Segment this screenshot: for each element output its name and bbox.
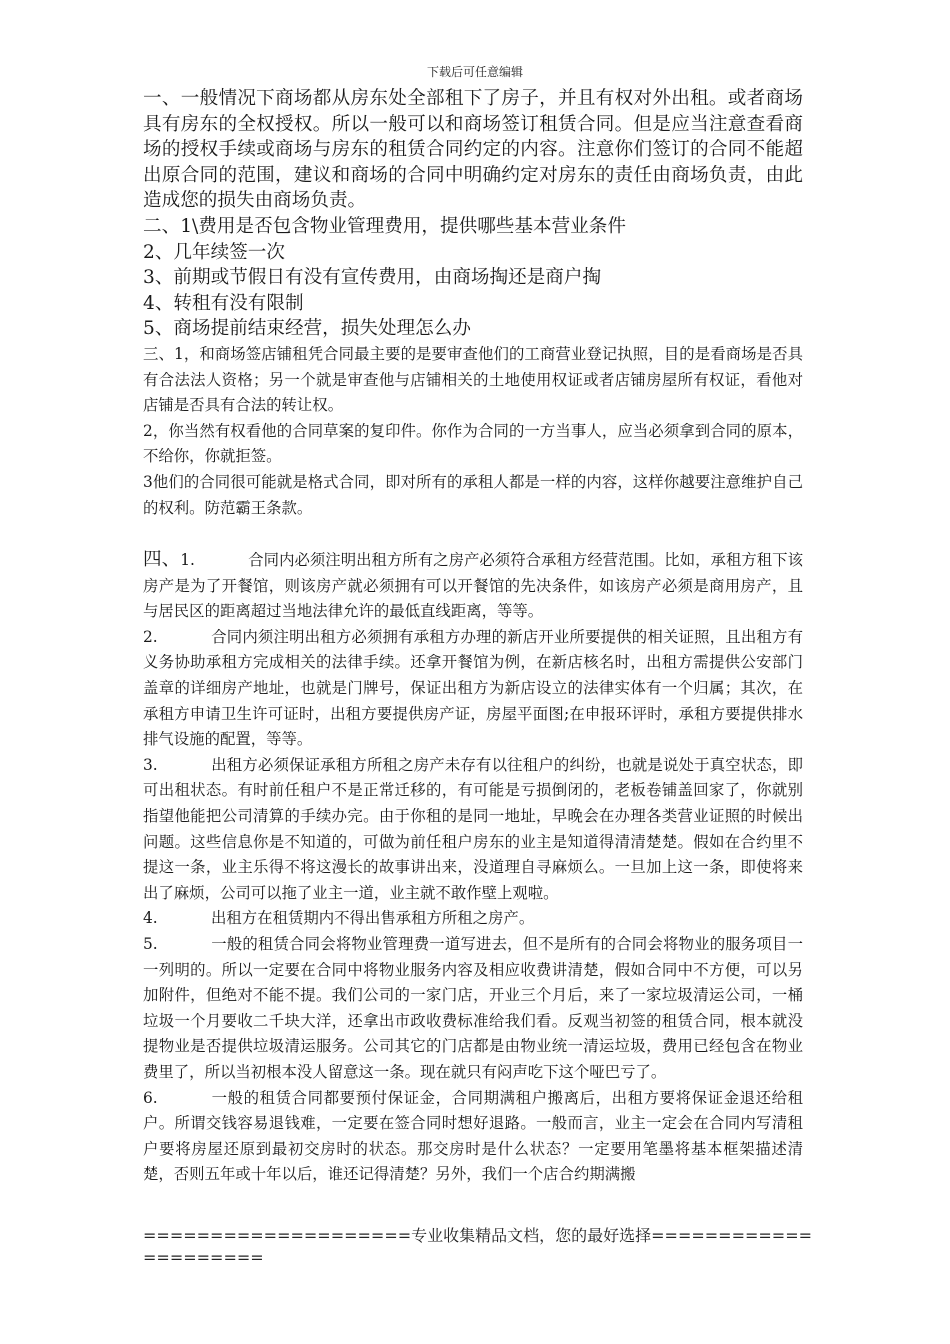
item-number: 5. [143,935,158,953]
item-text: 出租方在租赁期内不得出售承租方所租之房产。 [211,909,535,928]
section-2-item-2: 2、几年续签一次 [143,241,285,263]
section-3-item-1: 三、1，和商场签店铺租凭合同最主要的是要审查他们的工商营业登记执照，目的是看商场是否具有合法法人资格；另一个就是审查他与店铺相关的土地使用权证或者店铺房屋所有权证，看他对店铺是否具有合法的转让权。 [143,344,803,415]
section-1-paragraph: 一、一般情况下商场都从房东处全部租下了房子，并且有权对外出租。或者商场具有房东的全权授权。所以一般可以和商场签订租赁合同。但是应当注意查看商场的授权手续或商场与房东的租赁合同约定的内容。注意你们签订的合同不能超出原合同的范围，建议和商场的合同中明确约定对房东的责任由商场负责，由此造成您的损失由商场负责。 [143,88,803,212]
item-text: 一般的租赁合同都要预付保证金，合同期满租户搬离后，出租方要将保证金退还给租户。所谓交钱容易退钱难，一定要在签合同时想好退路。一般而言，业主一定会在合同内写清租户要将房屋还原到最初交房时的状态。那交房时是什么状态？一定要用笔墨将基本框架描述清楚，否则五年或十年以后，谁还记得清楚？另外，我们一个店合约期满搬 [143,1088,803,1184]
item-number: 2. [143,627,158,646]
page-header: 下载后可任意编辑 [426,65,523,79]
item-number: 3. [143,755,158,774]
section-3-item-3: 3他们的合同很可能就是格式合同，即对所有的承租人都是一样的内容，这样你越要注意维护自己的权利。防范霸王条款。 [143,472,803,517]
section-4-item-3 [143,753,803,907]
page-footer: ====================专业收集精品文档，您的最好选择===================== [143,1226,813,1267]
section-4-item-6 [143,1086,803,1188]
item-text: 出租方必须保证承租方所租之房产未存有以往租户的纠纷，也就是说处于真空状态，即可出租状态。有时前任租户不是正常迁移的，有可能是亏损倒闭的，老板卷铺盖回家了，你就别指望他能把公司清算的手续办完。由于你租的是同一地址，早晚会在办理各类营业证照的时候出问题。这些信息你是不知道的，可做为前任租户房东的业主是知道得清清楚楚。假如在合约里不提这一条，业主乐得不将这漫长的故事讲出来，没道理自寻麻烦么。一旦加上这一条，即使将来出了麻烦，公司可以拖了业主一道，业主就不敢作壁上观啦。 [143,755,803,902]
item-text: 合同内须注明出租方必须拥有承租方办理的新店开业所要提供的相关证照，且出租方有义务协助承租方完成相关的法律手续。还拿开餐馆为例，在新店核名时，出租方需提供公安部门盖章的详细房产地址，也就是门牌号，保证出租方为新店设立的法律实体有一个归属；其次，在承租方申请卫生许可证时，出租方要提供房产证，房屋平面图;在申报环评时，承租方要提供排水排气设施的配置，等等。 [143,627,803,749]
section-4-item-2 [143,625,803,753]
item-text: 一般的租赁合同会将物业管理费一道写进去，但不是所有的合同会将物业的服务项目一一列明的。所以一定要在合同中将物业服务内容及相应收费讲清楚，假如合同中不方便，可以另加附件，但绝对不能不提。我们公司的一家门店，开业三个月后，来了一家垃圾清运公司，一桶垃圾一个月要收二千块大洋，还拿出市政收费标准给我们看。反观当初签的租赁合同，根本就没提物业是否提供垃圾清运服务。公司其它的门店都是由物业统一清运垃圾，费用已经包含在物业费里了，所以当初根本没人留意这一条。现在就只有闷声吃下这个哑巴亏了。 [143,935,803,1081]
item-number: 1. [180,551,195,570]
section-4-item-5 [143,932,803,1086]
section-4-item-1 [143,547,803,625]
section-2-item-5: 5、商场提前结束经营，损失处理怎么办 [143,318,471,340]
section-3-item-2: 2，你当然有权看他的合同草案的复印件。你作为合同的一方当事人，应当必须拿到合同的原本，不给你，你就拒签。 [143,421,803,466]
section-2-item-1: 二、1\费用是否包含物业管理费用，提供哪些基本营业条件 [143,215,626,237]
section-2-item-4: 4、转租有没有限制 [143,292,304,314]
section-spacer [143,521,803,547]
item-number: 4. [143,909,158,928]
section-2-item-3: 3、前期或节假日有没有宣传费用，由商场掏还是商户掏 [143,267,602,289]
item-number: 6. [143,1088,158,1107]
section-4-prefix: 四、 [143,549,181,571]
document-body [143,86,803,1188]
section-4-item-4 [143,906,803,932]
item-text: 合同内必须注明出租方所有之房产必须符合承租方经营范围。比如，承租方租下该房产是为了开餐馆，则该房产就必须拥有可以开餐馆的先决条件，如该房产必须是商用房产，且与居民区的距离超过当地法律允许的最低直线距离，等等。 [143,551,803,621]
